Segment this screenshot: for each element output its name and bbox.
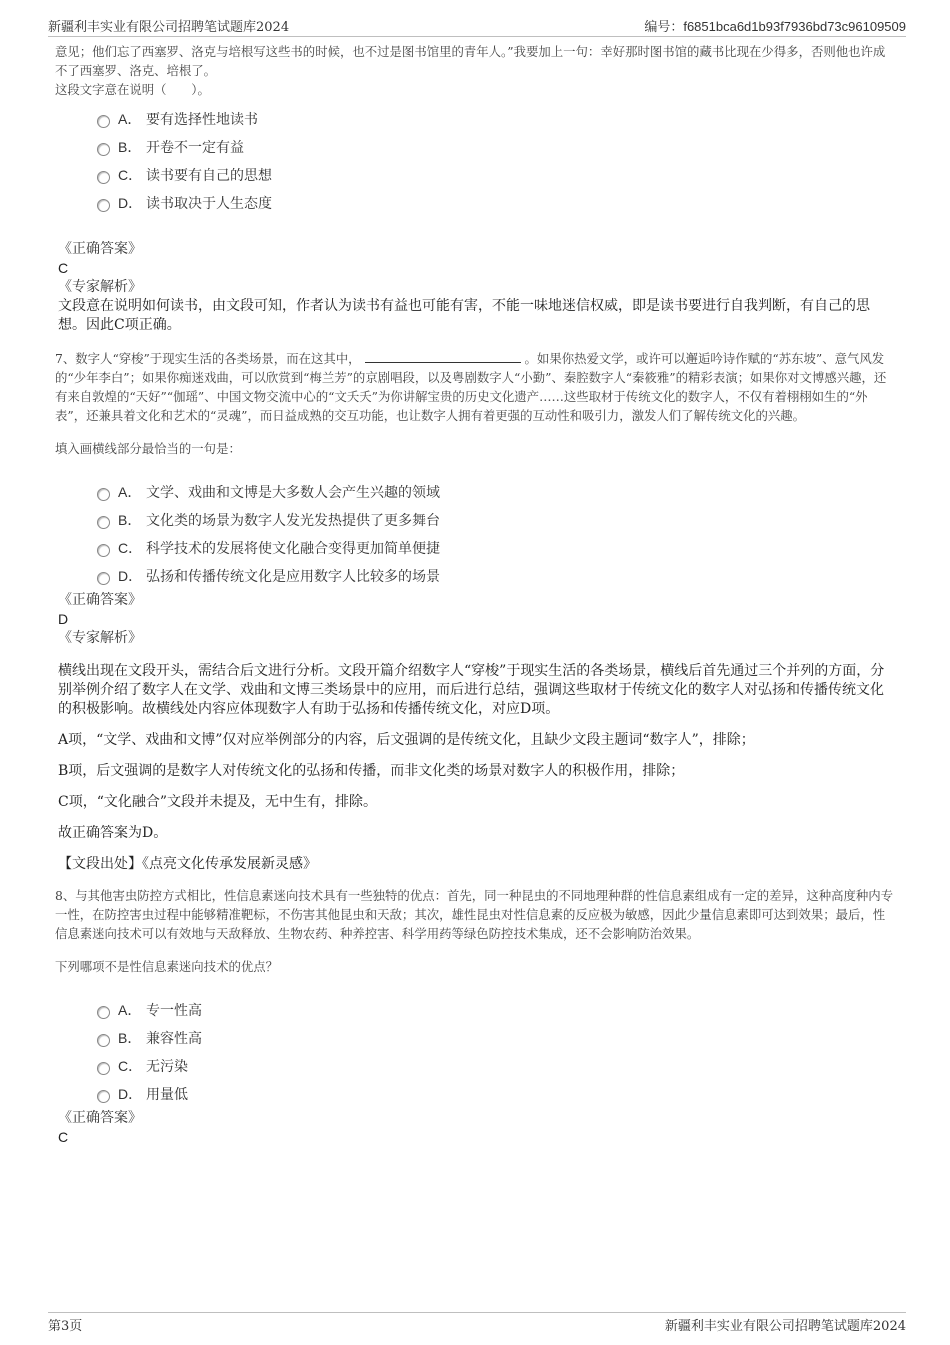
q8-passage: 8、与其他害虫防控方式相比，性信息素迷向技术具有一些独特的优点：首先，同一种昆虫的不同地理种群的性信息素组成有一定的差异，这种高度种内专一性，在防控害虫过程中能够精准靶标，不伤害其他昆虫和天敌；其次，雄性昆虫对性信息素的反应极为敏感，因此少量信息素即可达到效果；最后，性信息素迷向技术可以有效地与天敌释放、生物农药、种养控害、科学用药等绿色防控技术集成，还不会影响防治效果。 [55,888,894,941]
radio-icon[interactable] [97,199,110,212]
q6-question: 这段文字意在说明（ ）。 [55,82,210,97]
q6-answer-label: 《正确答案》 [58,241,142,257]
q8-option-c[interactable]: C． 无污染 [97,1052,895,1080]
page-content [55,42,895,1146]
q6-options [97,105,895,217]
q7-answer-label: 《正确答案》 [58,592,142,608]
radio-icon[interactable] [97,488,110,501]
radio-icon[interactable] [97,143,110,156]
q8-option-b[interactable]: B． 兼容性高 [97,1024,895,1052]
radio-icon[interactable] [97,1062,110,1075]
q8-option-a[interactable]: A． 专一性高 [97,996,895,1024]
page-header [48,14,906,37]
q7-analysis-paragraph: B项，后文强调的是数字人对传统文化的弘扬和传播，而非文化类的场景对数字人的积极作用，排除； [58,763,685,779]
q8-question: 下列哪项不是性信息素迷向技术的优点？ [55,959,279,974]
q6-option-b[interactable]: B． 开卷不一定有益 [97,133,895,161]
q8-answer: C [58,1129,69,1145]
radio-icon[interactable] [97,1034,110,1047]
radio-icon[interactable] [97,572,110,585]
q6-answer: C [58,260,69,276]
radio-icon[interactable] [97,1090,110,1103]
q7-option-d[interactable]: D． 弘扬和传播传统文化是应用数字人比较多的场景 [97,562,895,590]
q7-analysis-paragraph: C项，“文化融合”文段并未提及，无中生有，排除。 [58,794,378,810]
footer-title: 新疆利丰实业有限公司招聘笔试题库2024 [664,1319,906,1334]
header-title: 新疆利丰实业有限公司招聘笔试题库2024 [48,20,290,35]
q7-question: 填入画横线部分最恰当的一句是： [55,441,241,456]
radio-icon[interactable] [97,1006,110,1019]
radio-icon[interactable] [97,544,110,557]
radio-icon[interactable] [97,115,110,128]
q7-option-a[interactable]: A． 文学、戏曲和文博是大多数人会产生兴趣的领域 [97,478,895,506]
q6-passage: 意见；他们忘了西塞罗、洛克与培根写这些书的时候，也不过是图书馆里的青年人。”我要加上一句：幸好那时图书馆的藏书比现在少得多，否则他也许成不了西塞罗、洛克、培根了。 [55,44,886,78]
radio-icon[interactable] [97,171,110,184]
q7-options [97,478,895,590]
q6-option-d[interactable]: D． 读书取决于人生态度 [97,189,895,217]
page-footer [48,1312,906,1335]
q7-analysis-label: 《专家解析》 [58,630,142,646]
q7-option-b[interactable]: B． 文化类的场景为数字人发光发热提供了更多舞台 [97,506,895,534]
page-number: 第3页 [48,1319,83,1334]
q8-option-d[interactable]: D． 用量低 [97,1080,895,1108]
q7-analysis-paragraph: A项，“文学、戏曲和文博”仅对应举例部分的内容，后文强调的是传统文化，且缺少文段主题词“数字人”，排除； [58,732,755,748]
fill-blank [365,350,521,363]
q6-option-a[interactable]: A． 要有选择性地读书 [97,105,895,133]
q8-answer-label: 《正确答案》 [58,1110,142,1126]
q7-source: 【文段出处】《点亮文化传承发展新灵感》 [58,856,317,872]
radio-icon[interactable] [97,516,110,529]
q8-options [97,996,895,1108]
q7-option-c[interactable]: C． 科学技术的发展将使文化融合变得更加简单便捷 [97,534,895,562]
q6-analysis-label: 《专家解析》 [58,279,142,295]
q7-analysis-paragraph: 故正确答案为D。 [58,825,168,841]
q7-passage: 7、数字人“穿梭”于现实生活的各类场景，而在这其中， 。如果你热爱文学，或许可以邂逅吟诗作赋的“苏东坡”、意气风发的“少年李白”；如果你痴迷戏曲，可以欣赏到“梅兰芳”的京剧唱段，以及粤剧数字人“小勤”、秦腔数字人“秦筱雅”的精彩表演；如果你对文博感兴趣，还有来自敦煌的“天好”“伽瑶”、中国文物交流中心的“文夭夭”为你讲解宝贵的历史文化遗产……这些取材于传统文化的数字人，不仅有着栩栩如生的“外表”，还兼具着文化和艺术的“灵魂”，而日益成熟的交互功能，也让数字人拥有着更强的互动性和吸引力，激发人们了解传统文化的兴趣。 [55,351,887,423]
q6-option-c[interactable]: C． 读书要有自己的思想 [97,161,895,189]
q7-answer: D [58,611,69,627]
q6-analysis: 文段意在说明如何读书，由文段可知，作者认为读书有益也可能有害，不能一味地迷信权威，即是读书要进行自我判断，有自己的思想。因此C项正确。 [58,298,870,333]
document-id: 编号：f6851bca6d1b93f7936bd73c96109509 [644,19,906,34]
q7-analysis-paragraph: 横线出现在文段开头，需结合后文进行分析。文段开篇介绍数字人“穿梭”于现实生活的各类场景，横线后首先通过三个并列的方面，分别举例介绍了数字人在文学、戏曲和文博三类场景中的应用，而后进行总结，强调这些取材于传统文化的数字人对弘扬和传播传统文化的积极影响。故横线处内容应体现数字人有助于弘扬和传播传统文化，对应D项。 [58,663,885,717]
